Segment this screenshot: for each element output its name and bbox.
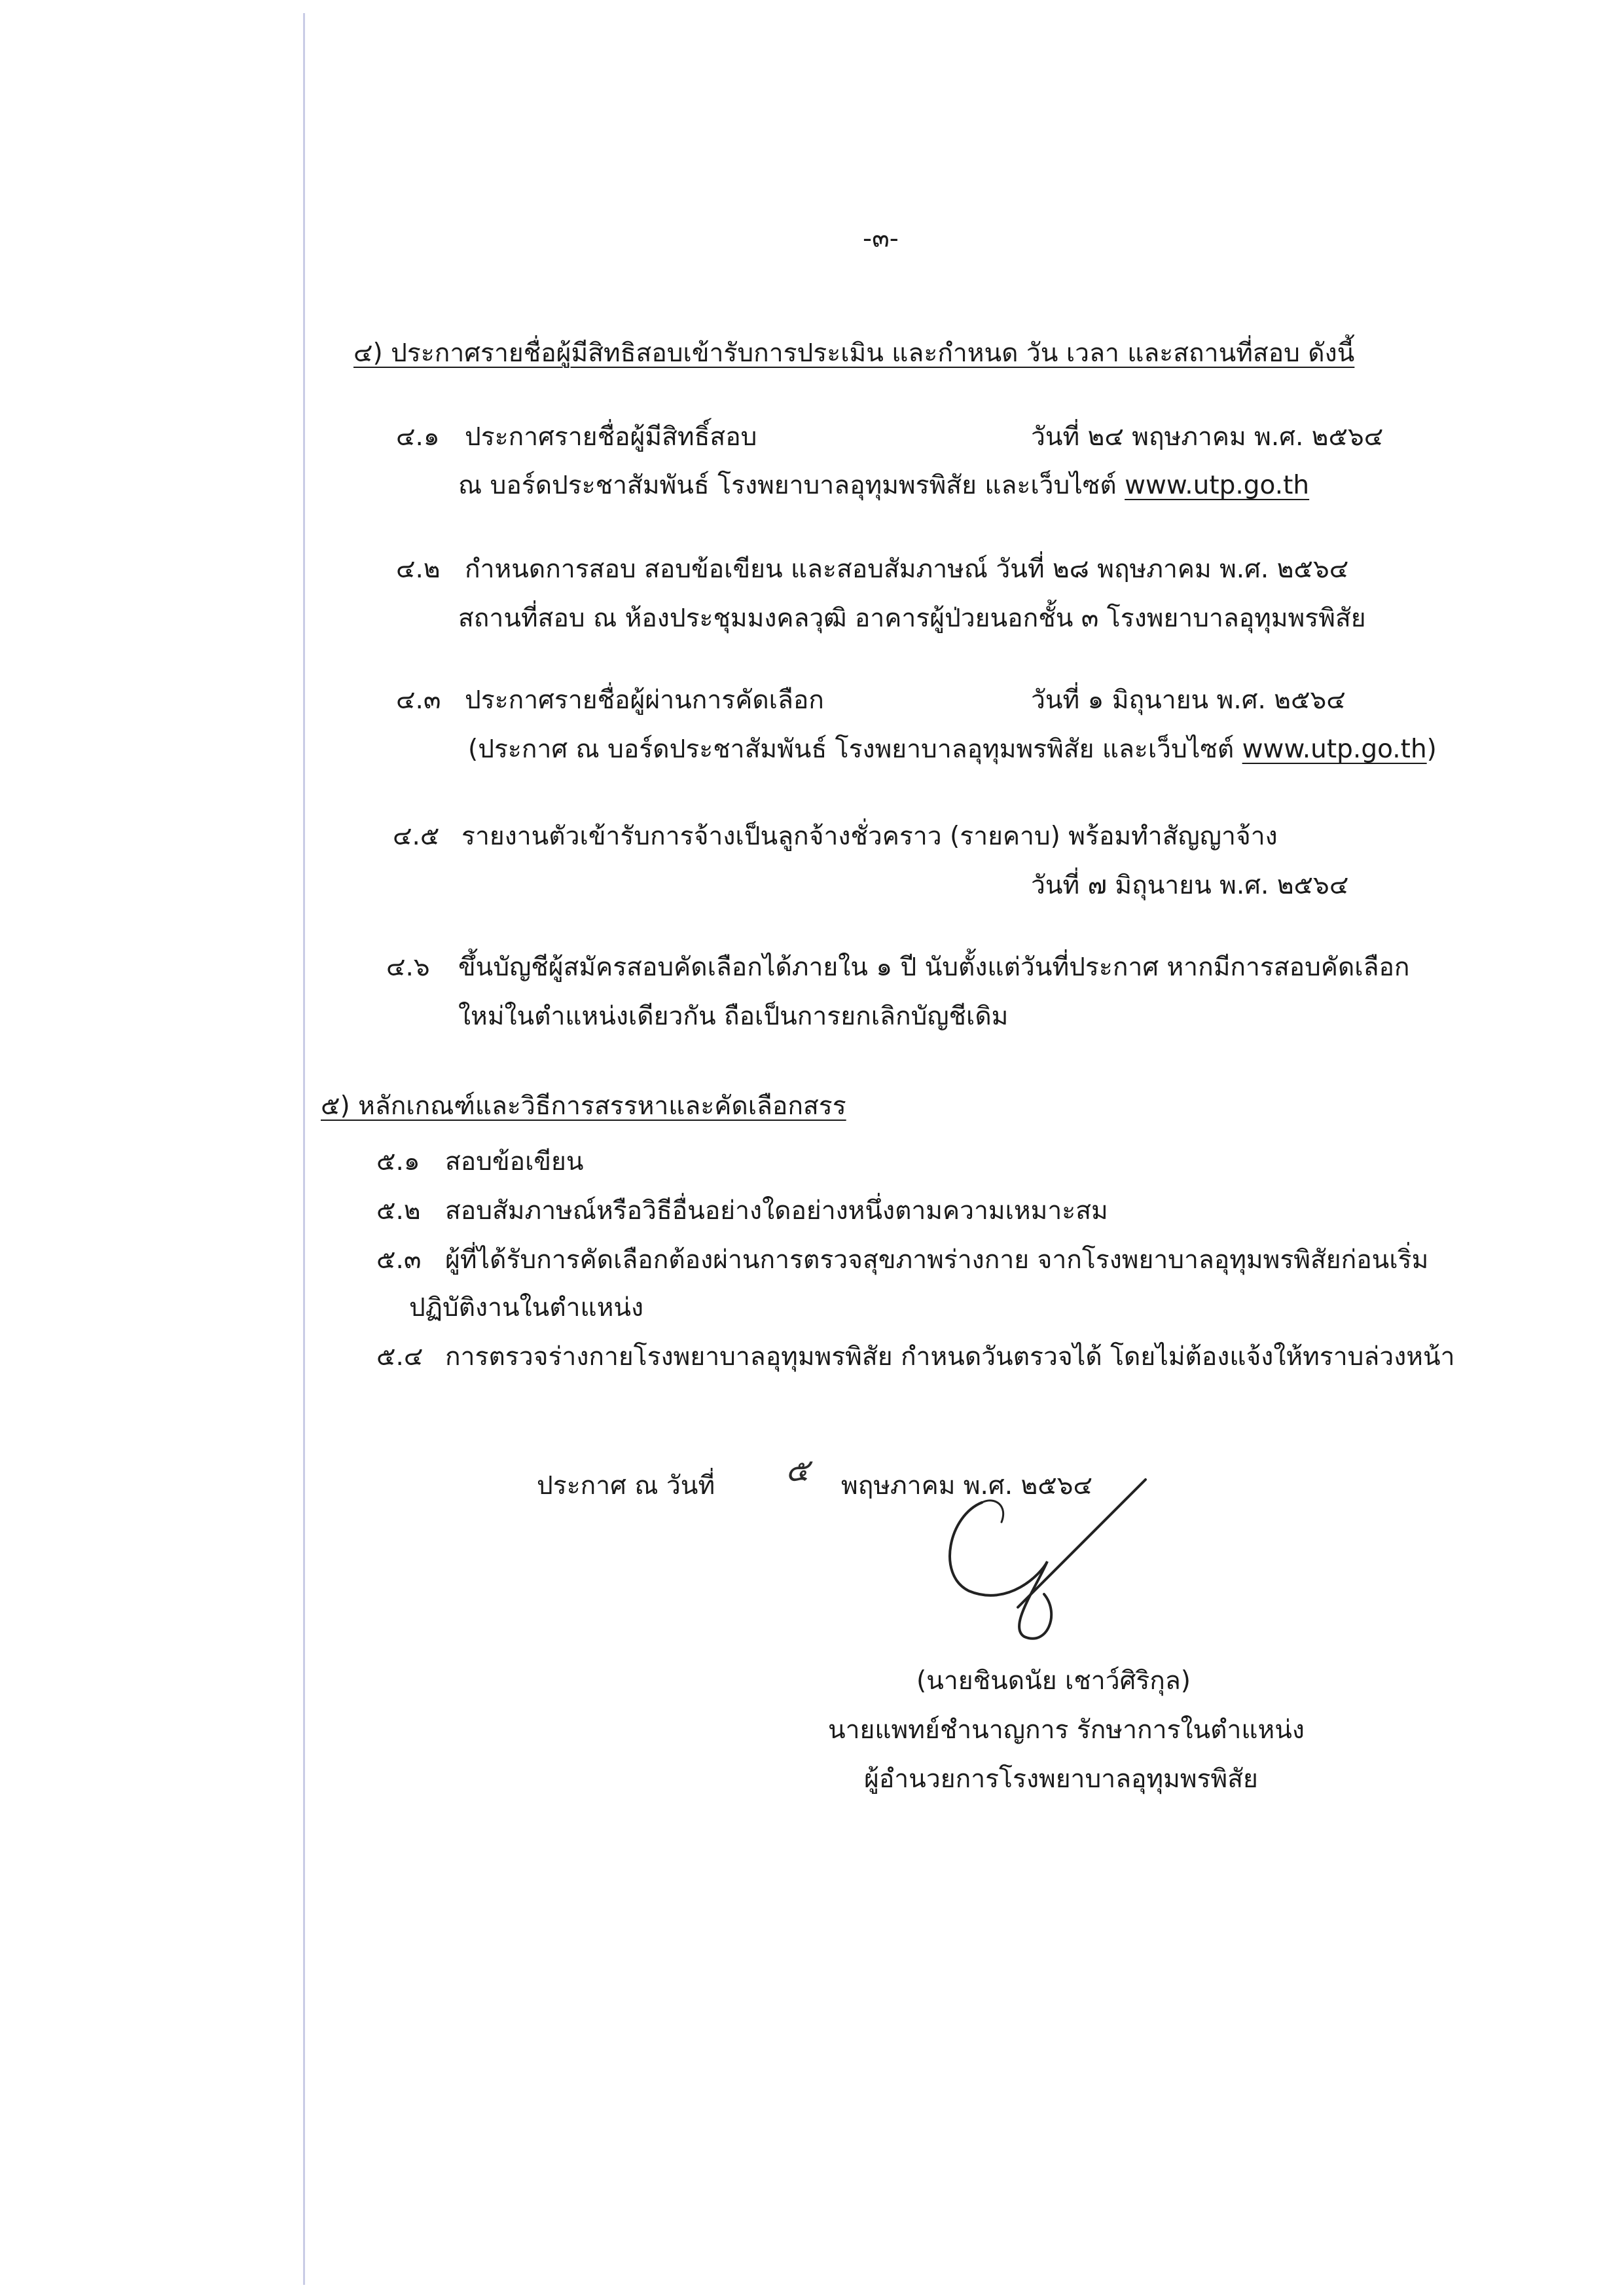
item-4-3-number: ๔.๓ <box>396 685 441 715</box>
item-4-3-line2 <box>468 737 1437 762</box>
item-4-2-line2: สถานที่สอบ ณ ห้องประชุมมงคลวุฒิ อาคารผู้ป่วยนอกชั้น ๓ โรงพยาบาลอุทุมพรพิสัย <box>458 604 1366 633</box>
item-4-6-line2: ใหม่ในตำแหน่งเดียวกัน ถือเป็นการยกเลิกบัญชีเดิม <box>458 1002 1009 1031</box>
item-4-3-text: ประกาศรายชื่อผู้ผ่านการคัดเลือก <box>465 685 824 715</box>
item-5-2-number: ๕.๒ <box>376 1196 421 1226</box>
item-4-1-line2 <box>458 473 1309 498</box>
website-link[interactable]: www.utp.go.th <box>1125 471 1310 500</box>
item-4-1-number: ๔.๑ <box>396 422 440 452</box>
item-4-1-date: วันที่ ๒๔ พฤษภาคม พ.ศ. ๒๕๖๔ <box>1031 422 1384 452</box>
item-4-5-text: รายงานตัวเข้ารับการจ้างเป็นลูกจ้างชั่วคราว (รายคาบ) พร้อมทำสัญญาจ้าง <box>461 822 1278 851</box>
item-4-1-location: ณ บอร์ดประชาสัมพันธ์ โรงพยาบาลอุทุมพรพิสัย และเว็บไซต์ <box>458 471 1125 500</box>
item-4-3-date: วันที่ ๑ มิถุนายน พ.ศ. ๒๕๖๔ <box>1031 685 1346 715</box>
announcement-day: ๕ <box>785 1452 810 1489</box>
item-5-4-number: ๕.๔ <box>376 1342 424 1372</box>
item-5-4-text: การตรวจร่างกายโรงพยาบาลอุทุมพรพิสัย กำหนดวันตรวจได้ โดยไม่ต้องแจ้งให้ทราบล่วงหน้า <box>445 1342 1455 1372</box>
signature-mark <box>910 1476 1198 1647</box>
signatory-position-2: ผู้อำนวยการโรงพยาบาลอุทุมพรพิสัย <box>864 1764 1258 1794</box>
announcement-prefix: ประกาศ ณ วันที่ <box>537 1471 715 1501</box>
item-5-2-text: สอบสัมภาษณ์หรือวิธีอื่นอย่างใดอย่างหนึ่งตามความเหมาะสม <box>445 1196 1108 1226</box>
item-4-6-number: ๔.๖ <box>386 953 430 982</box>
item-4-1-text: ประกาศรายชื่อผู้มีสิทธิ์สอบ <box>465 422 757 452</box>
section4-heading: ๔) ประกาศรายชื่อผู้มีสิทธิสอบเข้ารับการประเมิน และกำหนด วัน เวลา และสถานที่สอบ ดังนี้ <box>353 338 1355 368</box>
signatory-name: (นายชินดนัย เชาว์ศิริกุล) <box>916 1666 1191 1696</box>
item-4-3-location: (ประกาศ ณ บอร์ดประชาสัมพันธ์ โรงพยาบาลอุทุมพรพิสัย และเว็บไซต์ <box>468 735 1242 764</box>
item-4-2-number: ๔.๒ <box>396 555 441 584</box>
item-5-3-line2: ปฏิบัติงานในตำแหน่ง <box>409 1293 644 1322</box>
item-4-5-date: วันที่ ๗ มิถุนายน พ.ศ. ๒๕๖๔ <box>1031 871 1349 900</box>
page-number: -๓- <box>863 224 899 253</box>
item-4-6-text: ขึ้นบัญชีผู้สมัครสอบคัดเลือกได้ภายใน ๑ ปี นับตั้งแต่วันที่ประกาศ หากมีการสอบคัดเลือก <box>458 953 1410 982</box>
item-5-1-number: ๕.๑ <box>376 1147 420 1176</box>
item-4-2-text: กำหนดการสอบ สอบข้อเขียน และสอบสัมภาษณ์ วันที่ ๒๘ พฤษภาคม พ.ศ. ๒๕๖๔ <box>465 555 1349 584</box>
page-margin-line <box>303 13 305 2285</box>
item-4-3-close-paren: ) <box>1426 735 1437 764</box>
signatory-position-1: นายแพทย์ชำนาญการ รักษาการในตำแหน่ง <box>828 1715 1305 1745</box>
item-5-1-text: สอบข้อเขียน <box>445 1147 584 1176</box>
item-5-3-number: ๕.๓ <box>376 1245 422 1275</box>
website-link[interactable]: www.utp.go.th <box>1242 735 1427 764</box>
item-4-5-number: ๔.๕ <box>393 822 440 851</box>
announcement-month-year: พฤษภาคม พ.ศ. ๒๕๖๔ <box>841 1471 1092 1501</box>
item-5-3-text: ผู้ที่ได้รับการคัดเลือกต้องผ่านการตรวจสุขภาพร่างกาย จากโรงพยาบาลอุทุมพรพิสัยก่อนเริ่ม <box>445 1245 1429 1275</box>
section5-heading: ๕) หลักเกณฑ์และวิธีการสรรหาและคัดเลือกสรร <box>321 1091 846 1121</box>
